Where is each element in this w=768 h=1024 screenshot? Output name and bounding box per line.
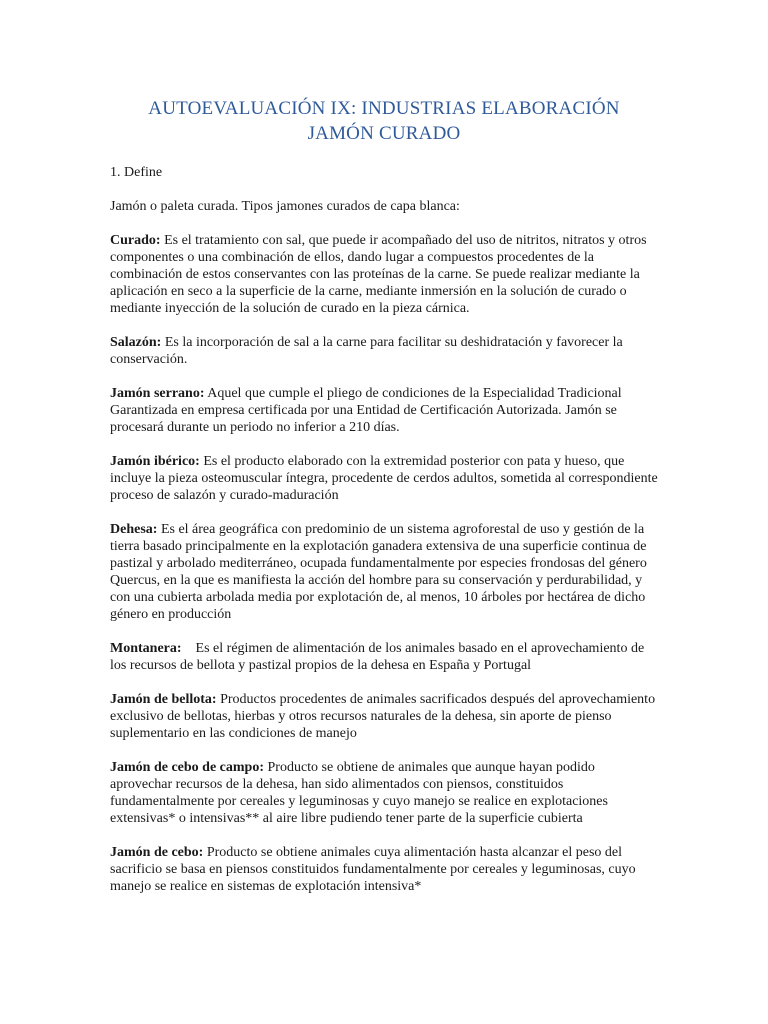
definition-term: Jamón serrano: — [110, 386, 205, 401]
definition-dehesa — [110, 521, 658, 623]
definition-term: Salazón: — [110, 335, 162, 350]
definition-jamon-de-bellota — [110, 691, 658, 742]
definition-text: Es el tratamiento con sal, que puede ir acompañado del uso de nitritos, nitratos y otros componentes o una combinación de ellos, dando lugar a compuestos procedentes de la combinación de estos conservantes con las proteínas de la carne. Se puede realizar mediante la aplicación en seco a la superficie de la carne, mediante inmersión en la solución de curado o mediante inyección de la solución de curado en la pieza cárnica. — [110, 233, 647, 316]
definition-salazon — [110, 334, 658, 368]
definition-jamon-iberico — [110, 453, 658, 504]
question-heading: 1. Define — [110, 165, 163, 180]
document-page — [110, 96, 658, 912]
definition-text: Es el régimen de alimentación de los animales basado en el aprovechamiento de los recursos de bellota y pastizal propios de la dehesa en España y Portugal — [110, 641, 648, 673]
definition-term: Montanera: — [110, 641, 182, 656]
definition-text: Productos procedentes de animales sacrificados después del aprovechamiento exclusivo de bellotas, hierbas y otros recursos naturales de la dehesa, sin aporte de pienso suplementario en las condiciones de manejo — [110, 692, 656, 741]
definition-text: Producto se obtiene de animales que aunque hayan podido aprovechar recursos de la dehesa, han sido alimentados con piensos, constituidos fundamentalmente por cereales y leguminosas y cuyo manejo se realice en explotaciones extensivas* o intensivas** al aire libre pudiendo tener parte de la superficie cubierta — [110, 760, 608, 826]
definition-jamon-cebo-de-campo — [110, 759, 658, 827]
definition-text: Es el producto elaborado con la extremidad posterior con pata y hueso, que incluye la pieza osteomuscular íntegra, procedente de cerdos adultos, sometida al correspondiente proceso de salazón y curado-maduración — [110, 454, 658, 503]
definition-text: Producto se obtiene animales cuya alimentación hasta alcanzar el peso del sacrificio se basa en piensos constituidos fundamentalmente por cereales y leguminosas, cuyo manejo se realice en sistemas de explotación intensiva* — [110, 845, 636, 894]
definition-jamon-de-cebo — [110, 844, 658, 895]
definition-text: Es el área geográfica con predominio de un sistema agroforestal de uso y gestión de la tierra basado principalmente en la explotación ganadera extensiva de una superficie continua de pastizal y arbolado mediterráneo, ocupada fundamentalmente por especies frondosas del género Quercus, en la que es manifiesta la acción del hombre para su conservación y perdurabilidad, y con una cubierta arbolada media por explotación de, al menos, 10 árboles por hectárea de dicho género en producción — [110, 522, 647, 622]
title-line-2: JAMÓN CURADO — [307, 123, 461, 144]
definition-term: Jamón de cebo de campo: — [110, 760, 264, 775]
definition-jamon-serrano — [110, 385, 658, 436]
definition-text: Aquel que cumple el pliego de condiciones de la Especialidad Tradicional Garantizada en empresa certificada por una Entidad de Certificación Autorizada. Jamón se procesará durante un periodo no inferior a 210 días. — [110, 386, 622, 435]
document-title — [110, 96, 658, 146]
definition-curado — [110, 232, 658, 317]
definition-term: Curado: — [110, 233, 161, 248]
definition-term: Dehesa: — [110, 522, 158, 537]
definition-term: Jamón de bellota: — [110, 692, 217, 707]
intro-text: Jamón o paleta curada. Tipos jamones curados de capa blanca: — [110, 199, 460, 214]
definition-term: Jamón de cebo: — [110, 845, 204, 860]
title-line-1: AUTOEVALUACIÓN IX: INDUSTRIAS ELABORACIÓN — [148, 98, 620, 119]
definition-term: Jamón ibérico: — [110, 454, 200, 469]
definition-text: Es la incorporación de sal a la carne para facilitar su deshidratación y favorecer la conservación. — [110, 335, 623, 367]
definition-montanera — [110, 640, 658, 674]
